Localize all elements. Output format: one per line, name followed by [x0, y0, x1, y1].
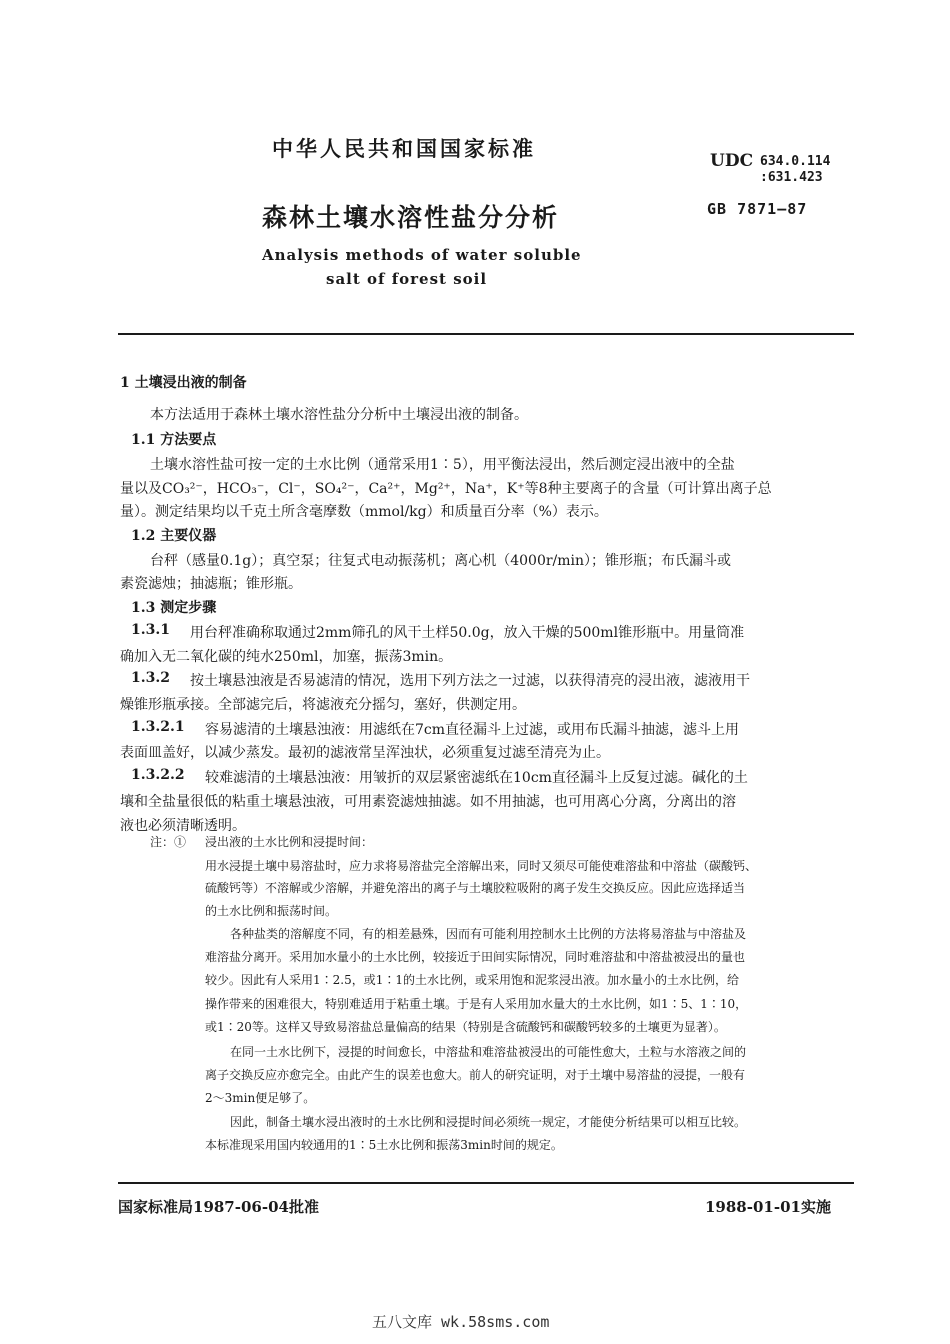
watermark-url: 五八文库 wk.58sms.com	[372, 1313, 550, 1331]
note-para3-line1: 在同一土水比例下，浸提的时间愈长，中溶盐和难溶盐被浸出的可能性愈大，土粒与水溶液之间的	[230, 1045, 747, 1059]
note-para4-line1: 因此，制备土壤水浸出液时的土水比例和浸提时间必须统一规定，才能使分析结果可以相互比较。	[230, 1115, 747, 1129]
header-divider	[118, 333, 854, 335]
section-1-1-heading: 1.1 方法要点	[131, 432, 217, 448]
section-1-2-line1: 台秤（感量0.1g）；真空泵；往复式电动振荡机；离心机（4000r/min）；锥形瓶；布氏漏斗或	[150, 553, 732, 569]
note-para2-line4: 操作带来的困难很大，特别难适用于粘重土壤。于是有人采用加水量大的土水比例，如1∶5、1∶10，	[205, 997, 748, 1011]
title-english-line1: Analysis methods of water soluble	[262, 246, 582, 264]
note-label: 注：①	[150, 835, 187, 849]
clause-1-3-2-line1: 按土壤悬浊液是否易滤清的情况，选用下列方法之一过滤，以获得清亮的浸出液，滤液用干	[190, 673, 750, 689]
section-1-2-heading: 1.2 主要仪器	[131, 528, 217, 544]
note-para2-line5: 或1∶20等。这样又导致易溶盐总量偏高的结果（特别是含硫酸钙和碳酸钙较多的土壤更为显著）。	[205, 1020, 726, 1034]
udc-code-line1: 634.0.114	[760, 154, 831, 169]
clause-1-3-2-line2: 燥锥形瓶承接。全部滤完后，将滤液充分摇匀，塞好，供测定用。	[120, 697, 526, 713]
clause-1-3-2-2-line3: 液也必须清晰透明。	[120, 818, 246, 834]
clause-1-3-2-number: 1.3.2	[131, 670, 170, 686]
note-para2-line1: 各种盐类的溶解度不同，有的相差悬殊，因而有可能利用控制水土比例的方法将易溶盐与中溶盐及	[230, 927, 747, 941]
note-para1-line1: 用水浸提土壤中易溶盐时，应力求将易溶盐完全溶解出来，同时又须尽可能使难溶盐和中溶盐（碳酸钙、	[205, 859, 758, 873]
section-1-1-line1: 土壤水溶性盐可按一定的土水比例（通常采用1∶5），用平衡法浸出，然后测定浸出液中的全盐	[150, 457, 735, 473]
section-1-2-line2: 素瓷滤烛；抽滤瓶；锥形瓶。	[120, 576, 302, 592]
national-standard-title: 中华人民共和国国家标准	[272, 136, 536, 161]
section-1-1-line3: 量）。测定结果均以千克土所含毫摩数（mmol/kg）和质量百分率（%）表示。	[120, 504, 608, 520]
clause-1-3-1-line2: 确加入无二氧化碳的纯水250ml，加塞，振荡3min。	[120, 649, 453, 665]
note-para2-line3: 较少。因此有人采用1∶2.5，或1∶1的土水比例，或采用饱和泥浆浸出液。加水量小的土水比例，给	[205, 973, 739, 987]
footer-divider	[118, 1182, 854, 1184]
clause-1-3-2-1-line1: 容易滤清的土壤悬浊液：用滤纸在7cm直径漏斗上过滤，或用布氏漏斗抽滤，滤斗上用	[205, 722, 740, 738]
note-para2-line2: 难溶盐分离开。采用加水量小的土水比例，较接近于田间实际情况，同时难溶盐和中溶盐被浸出的量也	[205, 950, 746, 964]
note-para1-line3: 的土水比例和振荡时间。	[205, 904, 338, 918]
clause-1-3-1-line1: 用台秤准确称取通过2mm筛孔的风干土样50.0g，放入干燥的500ml锥形瓶中。用量筒准	[190, 625, 745, 641]
note-para3-line2: 离子交换反应亦愈完全。由此产生的误差也愈大。前人的研究证明，对于土壤中易溶盐的浸提，一般有	[205, 1068, 746, 1082]
note-para4-line2: 本标准现采用国内较通用的1∶5土水比例和振荡3min时间的规定。	[205, 1138, 563, 1152]
note-para1-line2: 硫酸钙等）不溶解或少溶解，并避免溶出的离子与土壤胶粒吸附的离子发生交换反应。因此应选择适当	[205, 881, 746, 895]
clause-1-3-1-number: 1.3.1	[131, 622, 170, 638]
section-1-heading: 1 土壤浸出液的制备	[120, 375, 247, 391]
clause-1-3-2-2-line1: 较难滤清的土壤悬浊液：用皱折的双层紧密滤纸在10cm直径漏斗上反复过滤。碱化的土	[205, 770, 748, 786]
udc-label: UDC	[710, 151, 754, 171]
clause-1-3-2-2-number: 1.3.2.2	[131, 767, 185, 783]
section-1-1-line2: 量以及CO₃²⁻，HCO₃⁻，Cl⁻，SO₄²⁻，Ca²⁺，Mg²⁺，Na⁺，K⁺等8种主要离子的含量（可计算出离子总	[120, 481, 772, 497]
section-1-3-heading: 1.3 测定步骤	[131, 600, 217, 616]
udc-code-line2: :631.423	[760, 170, 823, 185]
clause-1-3-2-2-line2: 壤和全盐量很低的粘重土壤悬浊液，可用素瓷滤烛抽滤。如不用抽滤，也可用离心分离，分离出的溶	[120, 794, 736, 810]
clause-1-3-2-1-line2: 表面皿盖好，以减少蒸发。最初的滤液常呈浑浊状，必须重复过滤至清亮为止。	[120, 745, 610, 761]
section-1-intro: 本方法适用于森林土壤水溶性盐分分析中土壤浸出液的制备。	[150, 407, 528, 423]
clause-1-3-2-1-number: 1.3.2.1	[131, 719, 185, 735]
title-english-line2: salt of forest soil	[326, 270, 488, 288]
gb-code: GB 7871—87	[707, 200, 808, 218]
note-title: 浸出液的土水比例和浸提时间：	[205, 835, 374, 849]
effective-date: 1988-01-01实施	[705, 1198, 831, 1216]
note-para3-line3: 2～3min便足够了。	[205, 1091, 316, 1105]
page-title: 森林土壤水溶性盐分分析	[262, 203, 560, 232]
approval-date: 国家标准局1987-06-04批准	[118, 1198, 319, 1216]
